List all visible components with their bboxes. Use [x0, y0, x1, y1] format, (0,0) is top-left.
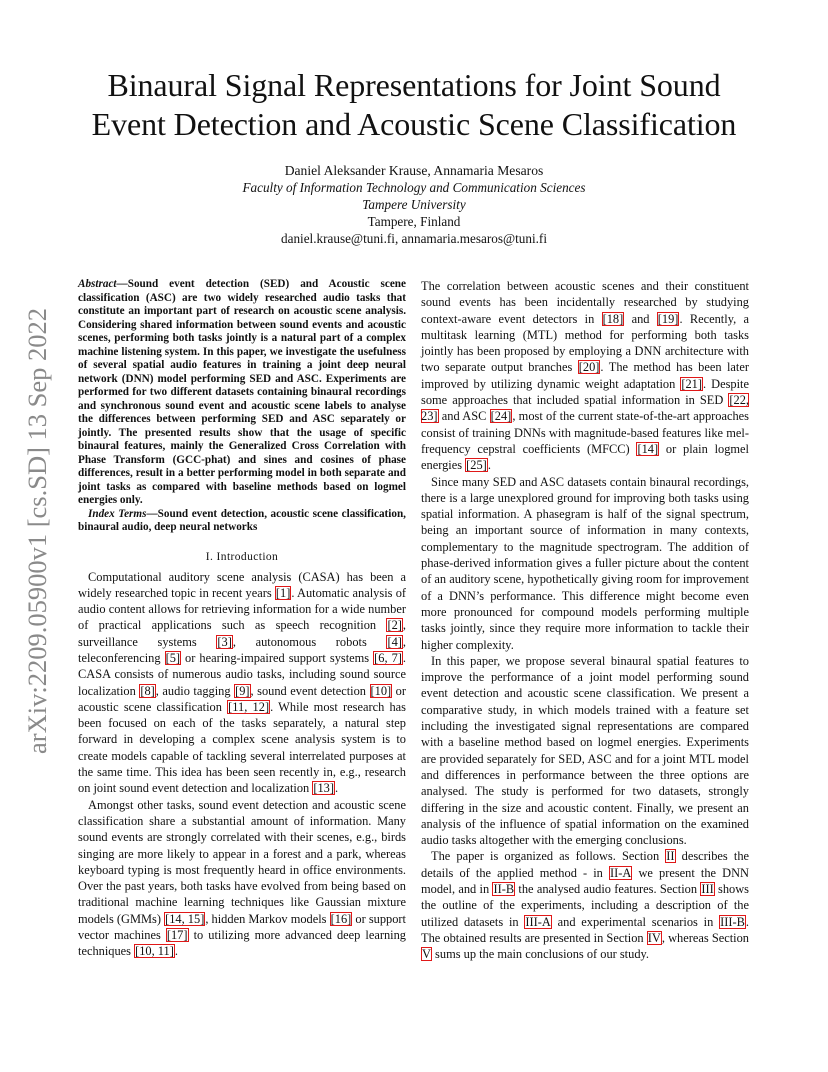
citation-link[interactable]: [1]	[275, 585, 291, 600]
paragraph-text: Computational auditory scene analysis (CASA) has been a widely researched topic in recent years	[78, 569, 406, 600]
citation-link[interactable]: [24]	[490, 409, 512, 424]
citation-link[interactable]: [6, 7]	[374, 650, 402, 665]
left-column	[78, 278, 406, 960]
citation-link[interactable]: [16]	[330, 911, 352, 926]
index-terms-text: —Sound event detection, acoustic scene classification, binaural audio, deep neural networks	[78, 507, 406, 533]
paragraph-text: . Automatic analysis of audio content allows for retrieving information for a wide number of practical applications such as speech recognition	[78, 585, 407, 633]
citation-link[interactable]: [8]	[140, 683, 155, 698]
paragraph-text: or plain logmel energies	[421, 441, 749, 473]
citation-link[interactable]: [10]	[370, 683, 392, 698]
abstract-label: Abstract	[78, 278, 117, 290]
paragraph-text: , hidden Markov models	[205, 911, 330, 926]
paragraph-text: The paper is organized as follows. Section	[431, 849, 666, 864]
intro-paragraph-2	[78, 797, 406, 960]
index-terms-label: Index Terms	[88, 507, 147, 520]
section-reference-link[interactable]: II-B	[493, 881, 515, 896]
paragraph-text: or hearing-impaired support systems	[181, 650, 374, 665]
citation-link[interactable]: [17]	[166, 928, 188, 943]
right-paragraph-4	[421, 848, 749, 962]
paragraph-text: .	[334, 781, 339, 796]
section-reference-link[interactable]: III-B	[720, 914, 745, 929]
university: Tampere University	[362, 197, 466, 212]
citation-link[interactable]: [22, 23]	[421, 393, 749, 424]
paragraph-text: . Despite some approaches that included spatial information in SED	[421, 376, 749, 408]
section-reference-link[interactable]: III	[701, 881, 714, 896]
paragraph-text: describes the details of the applied method - in	[421, 849, 750, 880]
paragraph-text: or acoustic scene classification	[78, 683, 406, 714]
abstract	[78, 278, 406, 508]
arxiv-identifier-stamp	[22, 288, 52, 758]
paragraph-text: .	[174, 944, 178, 959]
author-emails: daniel.krause@tuni.fi, annamaria.mesaros@tuni.fi	[281, 231, 547, 246]
paragraph-text: The correlation between acoustic scenes and their constituent sound events has been incidentally researched by studying context-aware event detectors in	[421, 279, 749, 326]
location: Tampere, Finland	[367, 214, 461, 229]
right-paragraph-2: Since many SED and ASC datasets contain binaural recordings, there is a large unexplored ground for improving both tasks using spatial information. A phasegram is half of the signal spectrum, being an important source of information in many contexts, complementary to the magnitude spectrogram. The addition of phase-derived information gives a fuller picture about the content of an auditory scene, hypothetically giving room for improvement of a DNN’s performance. This difference might become even more pronounced for compound models performing multiple tasks jointly, since they require more information to tackle their higher complexity.	[421, 474, 749, 652]
paragraph-text: . CASA consists of numerous audio tasks, including sound source localization	[78, 650, 407, 698]
paragraph-text: , sound event detection	[250, 683, 370, 698]
section-heading-introduction	[78, 551, 406, 563]
paragraph-text: and ASC	[438, 409, 490, 424]
paragraph-text: shows the outline of the experiments, including a description of the utilized datasets in	[421, 881, 750, 929]
paragraph-text: sums up the main conclusions of our study.	[431, 947, 650, 962]
paragraph-text: , audio tagging	[155, 683, 235, 698]
paragraph-text: to utilizing more advanced deep learning techniques	[78, 928, 406, 959]
right-paragraph-1	[421, 278, 749, 474]
citation-link[interactable]: [4]	[387, 634, 402, 649]
paragraph-text: , whereas Section	[661, 930, 749, 945]
paper-title	[60, 66, 768, 144]
author-names: Daniel Aleksander Krause, Annamaria Mesaros	[284, 163, 544, 178]
citation-link[interactable]: [13]	[313, 781, 334, 796]
citation-link[interactable]: [18]	[602, 311, 624, 326]
citation-link[interactable]: [21]	[681, 376, 703, 391]
citation-link[interactable]: [25]	[466, 458, 487, 473]
paragraph-text: we present the DNN model, and in	[421, 865, 749, 896]
paragraph-text: , surveillance systems	[78, 618, 406, 649]
citation-link[interactable]: [10, 11]	[135, 944, 174, 959]
abstract-text: —Sound event detection (SED) and Acoustic scene classification (ASC) are two widely researched audio tasks that constitute an important part of research on acoustic scene analysis. Considering shared information between sound events and acoustic scenes, performing both tasks jointly is a natural part of a complex machine listening system. In this paper, we investigate the usefulness of several spatial audio features in training a joint deep neural network (DNN) model performing SED and ASC. Experiments are performed for two different datasets containing binaural recordings and synchronous sound event and acoustic scene labels to analyse the differences between performing SED and ASC separately or jointly. The presented results show that the usage of specific binaural features, mainly the Generalized Cross Correlation with Phase Transform (GCC-phat) and sines and cosines of phase differences, result in a better performing model in both separate and joint tasks as compared with baseline methods based on logmel energies only.	[78, 278, 406, 506]
paragraph-text: , most of the current state-of-the-art approaches consist of training DNNs with magnitude-based features like mel-frequency cepstral coefficients (MFCC)	[421, 409, 749, 456]
right-paragraph-3: In this paper, we propose several binaural spatial features to improve the performance of a joint model performing sound event detection and acoustic scene classification. We present a comparative study, in which models trained with a feature set including the investigated signal representations are compared with a baseline method based on logmel energies. Experiments are provided separately for SED, ASC and for a joint MTL model and differences in performance between the three options are analysed. The study is performed for two datasets, strongly differing in the size and acoustic content. Finally, we present an analysis of the influence of spatial information on the examined audio tasks altogether with the emerging conclusions.	[421, 653, 749, 848]
title-line-2: Event Detection and Acoustic Scene Classification	[91, 106, 737, 142]
paragraph-text: , autonomous robots	[232, 634, 387, 649]
citation-link[interactable]: [5]	[165, 650, 181, 665]
citation-link[interactable]: [3]	[217, 634, 232, 649]
citation-link[interactable]: [14, 15]	[165, 911, 205, 926]
paragraph-text: or support vector machines	[78, 911, 406, 943]
paragraph-text: the analysed audio features. Section	[515, 881, 701, 896]
index-terms	[78, 508, 406, 535]
citation-link[interactable]: [19]	[657, 311, 679, 326]
right-column	[421, 278, 749, 962]
citation-link[interactable]: [9]	[235, 683, 250, 698]
paragraph-text: and	[624, 311, 657, 326]
paragraph-text: Amongst other tasks, sound event detection and acoustic scene classification share a substantial amount of information. Many sound events are strongly correlated with their scenes, e.g., birds singing are more likely to appear in a forest and a park, whereas keyboard typing is most frequently heard in office environments. Over the past years, both tasks have evolved from being based on traditional machine learning techniques like Gaussian mixture models (GMMs)	[78, 797, 406, 926]
section-reference-link[interactable]: V	[422, 947, 431, 962]
citation-link[interactable]: [14]	[637, 441, 659, 456]
section-reference-link[interactable]: II	[666, 849, 675, 864]
intro-paragraph-1	[78, 569, 406, 797]
citation-link[interactable]: [20]	[578, 360, 600, 375]
section-reference-link[interactable]: IV	[647, 930, 661, 945]
section-reference-link[interactable]: II-A	[610, 865, 632, 880]
paragraph-text: .	[487, 458, 491, 473]
section-heading-text: I. Introduction	[205, 550, 279, 563]
paragraph-text: . While most research has been focused on each of the tasks separately, a natural step forward in developing a complex scene analysis system is to create models capable of tackling several interrelated purposes at the same time. This idea has been seen recently in, e.g., research on joint sound event detection and localization	[78, 699, 407, 796]
citation-link[interactable]: [11, 12]	[228, 699, 270, 714]
citation-link[interactable]: [2]	[387, 618, 402, 633]
author-block	[100, 162, 728, 247]
section-reference-link[interactable]: III-A	[525, 914, 551, 929]
affiliation: Faculty of Information Technology and Communication Sciences	[242, 180, 586, 195]
paragraph-text: . The obtained results are presented in Section	[421, 914, 749, 945]
paragraph-text: . The method has been later improved by utilizing dynamic weight adaptation	[421, 360, 749, 391]
paragraph-text: , teleconferencing	[78, 634, 406, 665]
title-line-1: Binaural Signal Representations for Joint Sound	[107, 67, 721, 103]
paragraph-text: . Recently, a multitask learning (MTL) method for performing both tasks jointly has been proposed by employing a DNN architecture with two separate output branches	[421, 311, 749, 375]
paragraph-text: and experimental scenarios in	[551, 914, 720, 929]
arxiv-identifier-text: arXiv:2209.05900v1 [cs.SD] 13 Sep 2022	[22, 307, 52, 754]
